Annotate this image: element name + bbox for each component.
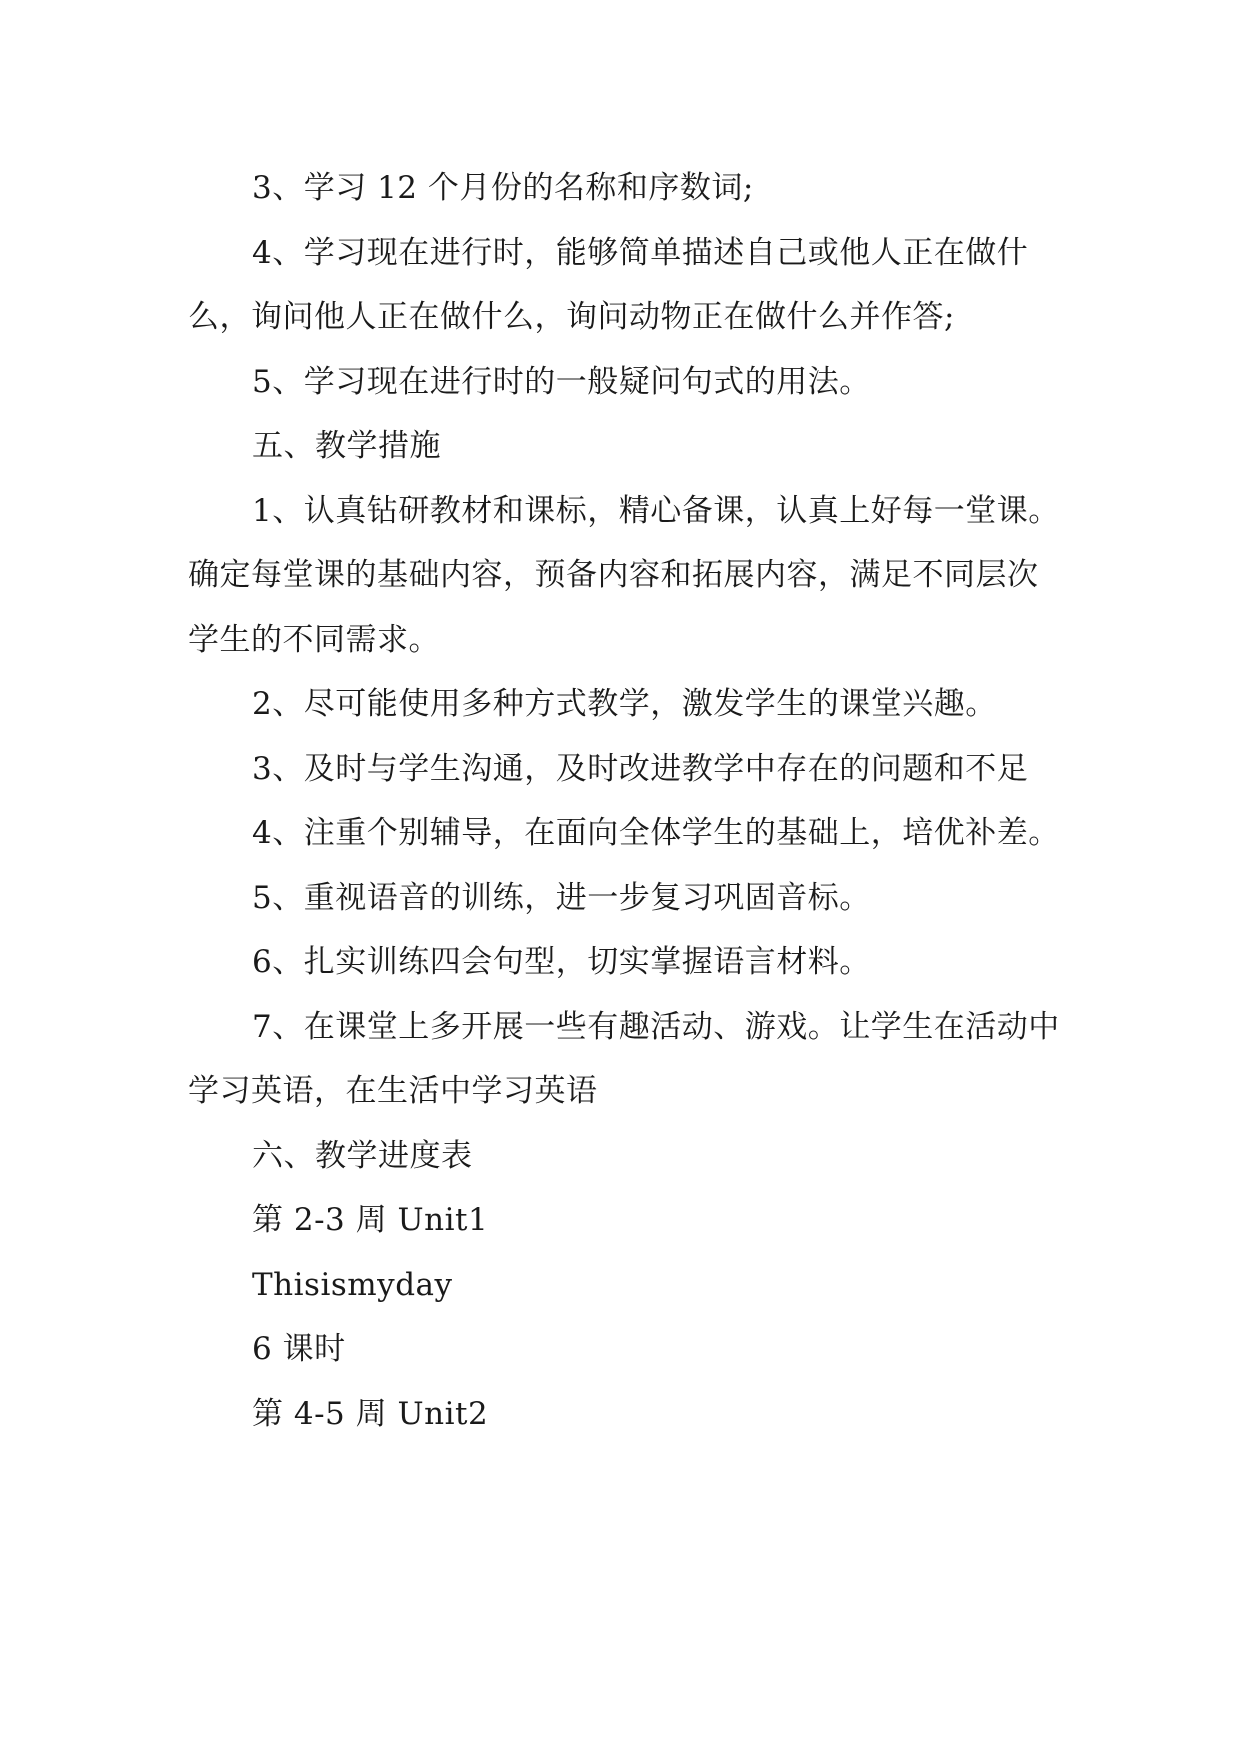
paragraph-goal-4: 4、学习现在进行时，能够简单描述自己或他人正在做什么，询问他人正在做什么，询问动物正在做什么并作答; xyxy=(188,234,1029,335)
paragraph-goal-5: 5、学习现在进行时的一般疑问句式的用法。 xyxy=(252,363,871,400)
paragraph-measure-5: 5、重视语音的训练，进一步复习巩固音标。 xyxy=(252,879,871,916)
paragraph-measure-2: 2、尽可能使用多种方式教学，激发学生的课堂兴趣。 xyxy=(252,686,997,722)
paragraph-measure-3: 3、及时与学生沟通，及时改进教学中存在的问题和不足 xyxy=(252,750,1029,787)
paragraph-measure-6: 6、扎实训练四会句型，切实掌握语言材料。 xyxy=(252,944,871,980)
schedule-week-4-5: 第 4-5 周 Unit2 xyxy=(252,1395,489,1432)
schedule-unit-title: Thisismyday xyxy=(252,1266,453,1303)
paragraph-measure-4: 4、注重个别辅导，在面向全体学生的基础上，培优补差。 xyxy=(252,815,1060,851)
paragraph-measure-1: 1、认真钻研教材和课标，精心备课，认真上好每一堂课。确定每堂课的基础内容，预备内容和拓展内容，满足不同层次学生的不同需求。 xyxy=(188,492,1060,658)
paragraph-goal-3: 3、学习 12 个月份的名称和序数词; xyxy=(252,170,754,206)
section-heading-schedule: 六、教学进度表 xyxy=(252,1137,473,1174)
document-body xyxy=(188,156,1068,1446)
section-heading-measures: 五、教学措施 xyxy=(252,428,441,464)
paragraph-measure-7: 7、在课堂上多开展一些有趣活动、游戏。让学生在活动中学习英语，在生活中学习英语 xyxy=(188,1008,1060,1109)
schedule-week-2-3: 第 2-3 周 Unit1 xyxy=(252,1202,489,1238)
schedule-lesson-hours: 6 课时 xyxy=(252,1331,346,1367)
